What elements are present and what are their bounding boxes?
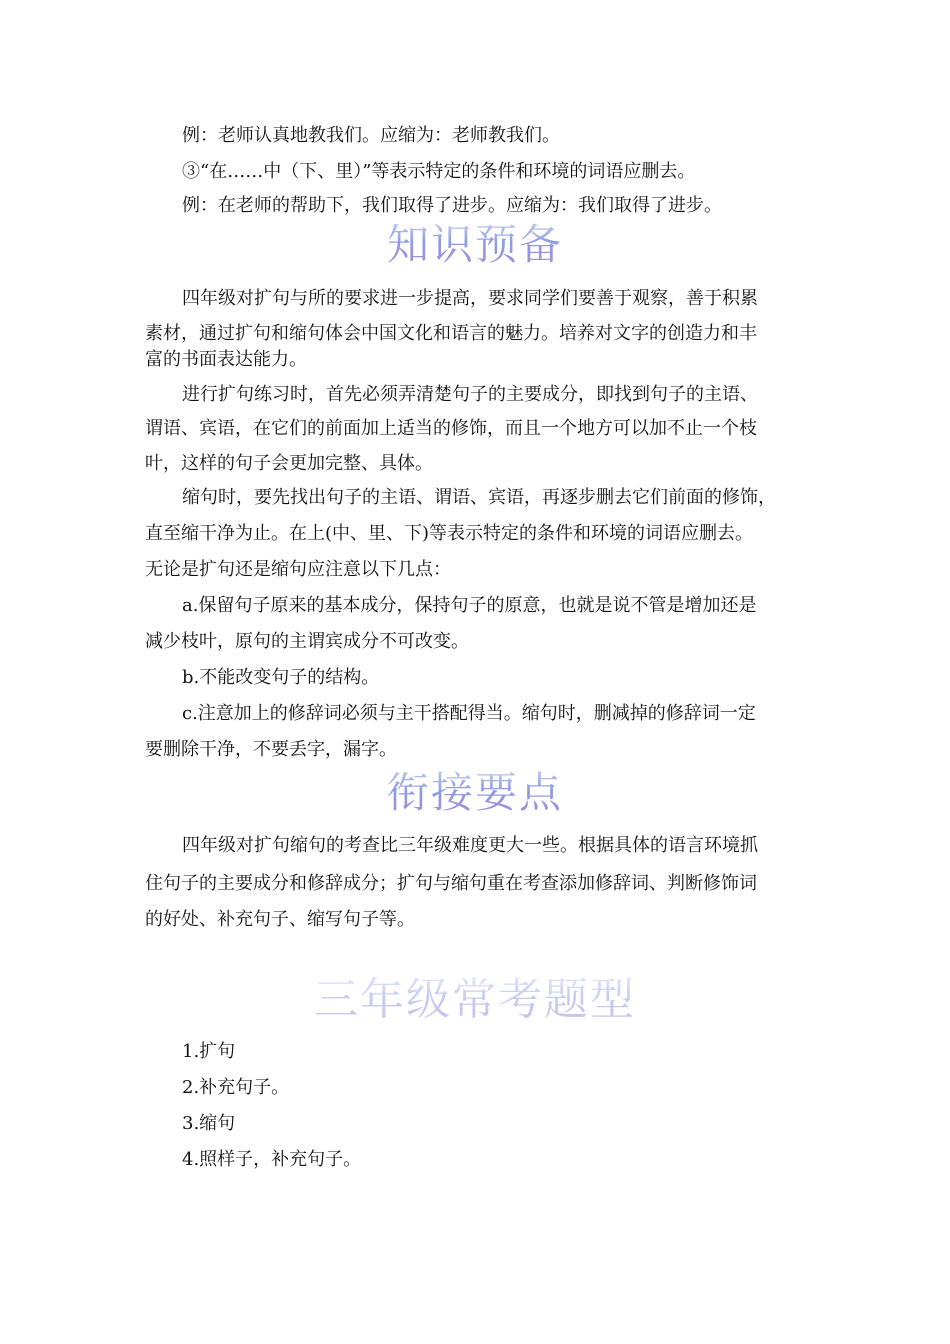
section-heading-types: 三年级常考题型 (0, 972, 950, 1028)
example-line: 例：在老师的帮助下，我们取得了进步。应缩为：我们取得了进步。 (182, 195, 722, 216)
paragraph-line: 谓语、宾语，在它们的前面加上适当的修饰，而且一个地方可以加不止一个枝 (145, 418, 757, 439)
list-item: 减少枝叶，原句的主谓宾成分不可改变。 (145, 631, 469, 652)
section-heading-knowledge: 知识预备 (0, 218, 950, 272)
paragraph-line: 的好处、补充句子、缩写句子等。 (145, 909, 415, 930)
paragraph-line: 富的书面表达能力。 (145, 349, 307, 370)
paragraph-line: 素材，通过扩句和缩句体会中国文化和语言的魅力。培养对文字的创造力和丰 (145, 323, 757, 344)
paragraph-line: 进行扩句练习时，首先必须弄清楚句子的主要成分，即找到句子的主语、 (182, 384, 758, 405)
rule-line: ③“在……中（下、里）”等表示特定的条件和环境的词语应删去。 (182, 161, 696, 182)
list-item: 要删除干净，不要丢字，漏字。 (145, 739, 397, 760)
list-item: 1.扩句 (182, 1041, 236, 1062)
list-item: 3.缩句 (182, 1113, 236, 1134)
section-heading-link: 衔接要点 (0, 766, 950, 820)
list-item: 2.补充句子。 (182, 1077, 290, 1098)
list-item: 4.照样子，补充句子。 (182, 1149, 362, 1170)
list-item: c.注意加上的修辞词必须与主干搭配得当。缩句时，删减掉的修辞词一定 (182, 703, 756, 724)
paragraph-line: 四年级对扩句缩句的考查比三年级难度更大一些。根据具体的语言环境抓 (182, 835, 758, 856)
list-item: b.不能改变句子的结构。 (182, 667, 380, 688)
paragraph-line: 无论是扩句还是缩句应注意以下几点： (145, 559, 451, 580)
paragraph-line: 四年级对扩句与所的要求进一步提高，要求同学们要善于观察，善于积累 (182, 288, 758, 309)
paragraph-line: 叶，这样的句子会更加完整、具体。 (145, 453, 433, 474)
paragraph-line: 缩句时，要先找出句子的主语、谓语、宾语，再逐步删去它们前面的修饰， (182, 487, 776, 508)
list-item: a.保留句子原来的基本成分，保持句子的原意，也就是说不管是增加还是 (182, 595, 757, 616)
paragraph-line: 住句子的主要成分和修辞成分；扩句与缩句重在考查添加修辞词、判断修饰词 (145, 873, 757, 894)
paragraph-line: 直至缩干净为止。在上(中、里、下)等表示特定的条件和环境的词语应删去。 (145, 523, 754, 544)
example-line: 例：老师认真地教我们。应缩为：老师教我们。 (182, 125, 560, 146)
